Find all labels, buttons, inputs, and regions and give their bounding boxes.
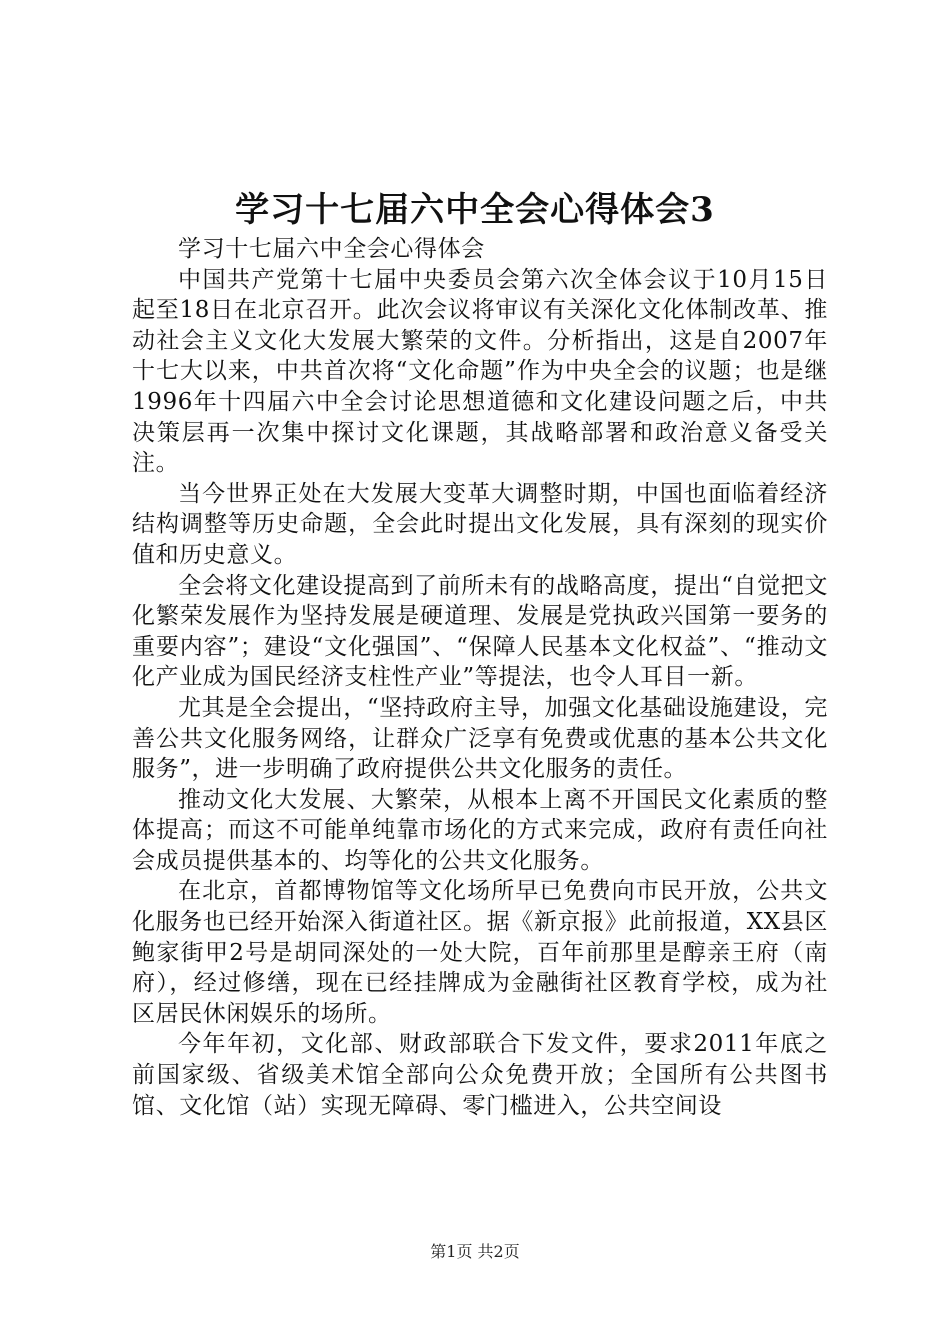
page-number-footer: 第1页 共2页 — [430, 1242, 520, 1261]
paragraph: 当今世界正处在大发展大变革大调整时期，中国也面临着经济结构调整等历史命题，全会此时提出文化发展，具有深刻的现实价值和历史意义。 — [132, 480, 828, 568]
paragraph: 在北京，首都博物馆等文化场所早已免费向市民开放，公共文化服务也已经开始深入街道社区。据《新京报》此前报道，XX县区鲍家街甲2号是胡同深处的一处大院，百年前那里是醇亲王府（南府），经过修缮，现在已经挂牌成为金融街社区教育学校，成为社区居民休闲娱乐的场所。 — [132, 878, 828, 1027]
paragraph: 中国共产党第十七届中央委员会第六次全体会议于10月15日起至18日在北京召开。此次会议将审议有关深化文化体制改革、推动社会主义文化大发展大繁荣的文件。分析指出，这是自2007年十七大以来，中共首次将“文化命题”作为中央全会的议题；也是继1996年十四届六中全会讨论思想道德和文化建设问题之后，中共决策层再一次集中探讨文化课题，其战略部署和政治意义备受关注。 — [132, 266, 828, 477]
paragraph: 推动文化大发展、大繁荣，从根本上离不开国民文化素质的整体提高；而这不可能单纯靠市场化的方式来完成，政府有责任向社会成员提供基本的、均等化的公共文化服务。 — [132, 786, 828, 874]
paragraph: 全会将文化建设提高到了前所未有的战略高度，提出“自觉把文化繁荣发展作为坚持发展是硬道理、发展是党执政兴国第一要务的重要内容”；建设“文化强国”、“保障人民基本文化权益”、“推动文化产业成为国民经济支柱性产业”等提法，也令人耳目一新。 — [132, 572, 828, 691]
paragraph-subtitle: 学习十七届六中全会心得体会 — [178, 236, 485, 262]
paragraph: 今年年初，文化部、财政部联合下发文件，要求2011年底之前国家级、省级美术馆全部向公众免费开放；全国所有公共图书馆、文化馆（站）实现无障碍、零门槛进入，公共空间设 — [132, 1031, 828, 1119]
paragraph: 尤其是全会提出，“坚持政府主导，加强文化基础设施建设，完善公共文化服务网络，让群众广泛享有免费或优惠的基本公共文化服务”，进一步明确了政府提供公共文化服务的责任。 — [132, 694, 828, 783]
document-body — [132, 234, 828, 1121]
document-title: 学习十七届六中全会心得体会3 — [235, 190, 715, 230]
